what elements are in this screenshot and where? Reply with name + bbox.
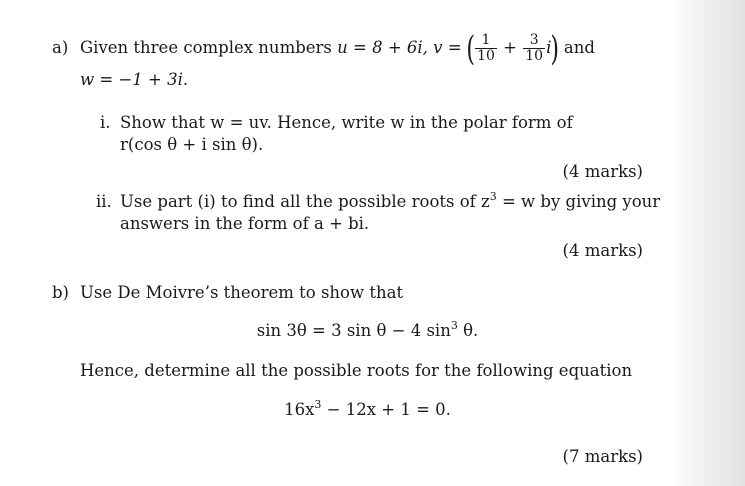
identity-text-b: θ.: [457, 321, 479, 340]
sub-i-line1: Show that w = uv. Hence, write w in the polar form of: [120, 113, 573, 132]
open-paren: (: [466, 28, 475, 69]
equation-exponent: 3: [314, 398, 322, 411]
part-b-intro: Use De Moivre’s theorem to show that: [80, 283, 404, 302]
and-text: and: [563, 38, 595, 57]
sub-ii-line2: answers in the form of a + bi.: [120, 214, 370, 233]
frac2-numerator: 3: [523, 33, 545, 49]
sub-ii-label: ii.: [96, 192, 112, 211]
sub-ii-marks: (4 marks): [562, 241, 643, 260]
equation-text-b: − 12x + 1 = 0.: [321, 400, 451, 419]
u-v-expression: u = 8 + 6i, v =: [337, 38, 462, 57]
sub-ii-text-a: Use part (i) to find all the possible roots of z: [120, 192, 490, 211]
fraction-three-tenths: [523, 33, 545, 64]
plus-sign: +: [503, 38, 517, 57]
imag-unit: i: [546, 38, 552, 57]
w-expression: w = −1 + 3i.: [80, 70, 189, 89]
frac2-denominator: 10: [525, 48, 544, 64]
close-paren: ): [550, 28, 560, 69]
part-a-label: a): [52, 38, 69, 57]
cubic-equation: [0, 400, 745, 419]
sub-ii-text-b: = w by giving your: [496, 192, 661, 211]
triple-angle-identity: [0, 321, 745, 340]
identity-text-a: sin 3θ = 3 sin θ − 4 sin: [256, 321, 451, 340]
sub-i-marks: (4 marks): [562, 162, 643, 181]
part-b-label: b): [52, 283, 69, 302]
part-b-hence: Hence, determine all the possible roots for the following equation: [80, 361, 633, 380]
sub-ii-exponent: 3: [489, 190, 497, 203]
equation-text-a: 16x: [284, 400, 315, 419]
sub-ii-line1: [120, 192, 660, 211]
frac1-denominator: 10: [477, 48, 495, 64]
fraction-one-tenth: [475, 33, 497, 64]
sub-i-line2: r(cos θ + i sin θ).: [120, 135, 264, 154]
sub-i-label: i.: [100, 113, 111, 132]
given-text: Given three complex numbers: [80, 38, 332, 57]
part-b-marks: (7 marks): [562, 447, 643, 466]
part-a-given-line: [80, 28, 595, 68]
identity-exponent: 3: [450, 319, 458, 332]
frac1-numerator: 1: [475, 33, 497, 49]
